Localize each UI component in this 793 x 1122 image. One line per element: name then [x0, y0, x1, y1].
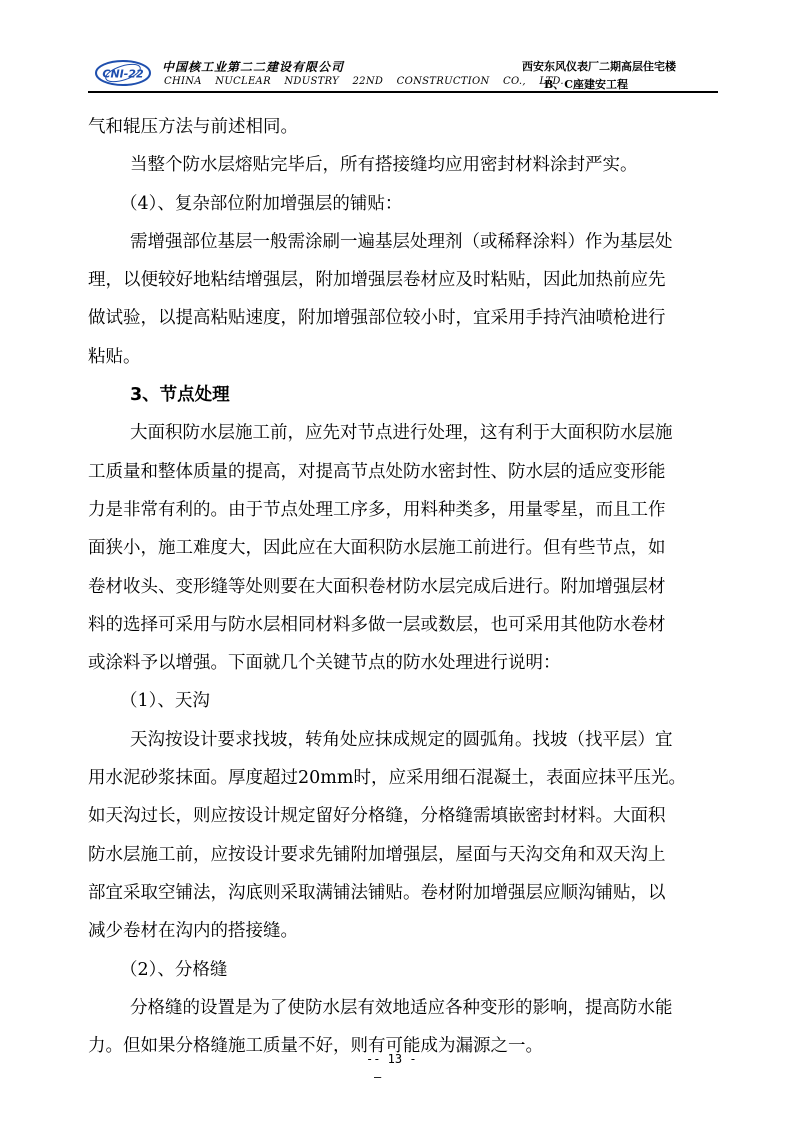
text-line: 卷材收头、变形缝等处则要在大面积卷材防水层完成后进行。附加增强层材	[88, 576, 666, 597]
text-line: 做试验，以提高粘贴速度，附加增强部位较小时，宜采用手持汽油喷枪进行	[88, 308, 666, 329]
text-line: 如天沟过长，则应按设计规定留好分格缝，分格缝需填嵌密封材料。大面积	[88, 806, 666, 827]
text-line: 工质量和整体质量的提高，对提高节点处防水密封性、防水层的适应变形能	[88, 461, 666, 482]
page-header	[88, 52, 718, 94]
company-logo	[94, 58, 152, 88]
text-line: 防水层施工前，应按设计要求先铺附加增强层，屋面与天沟交角和双天沟上	[88, 844, 666, 865]
text-line: 理，以便较好地粘结增强层，附加增强层卷材应及时粘贴，因此加热前应先	[88, 270, 666, 291]
text-line: 大面积防水层施工前，应先对节点进行处理，这有利于大面积防水层施	[130, 423, 673, 444]
text-line: 力。但如果分格缝施工质量不好，则有可能成为漏源之一。	[88, 1036, 543, 1057]
text-line: 天沟按设计要求找坡，转角处应抹成规定的圆弧角。找坡（找平层）宜	[130, 729, 673, 750]
page-dash: —	[374, 1070, 382, 1084]
text-line: 减少卷材在沟内的搭接缝。	[88, 921, 298, 942]
text-line: 面狭小，施工难度大，因此应在大面积防水层施工前进行。但有些节点，如	[88, 538, 666, 559]
header-rule	[88, 91, 718, 93]
logo-text: CNI-22	[102, 67, 144, 81]
text-line: 料的选择可采用与防水层相同材料多做一层或数层，也可采用其他防水卷材	[88, 614, 666, 635]
page-footer	[366, 1050, 446, 1086]
text-line: 需增强部位基层一般需涂刷一遍基层处理剂（或稀释涂料）作为基层处	[130, 231, 673, 252]
text-line: 当整个防水层熔贴完毕后，所有搭接缝均应用密封材料涂封严实。	[130, 155, 638, 176]
text-line: 部宜采取空铺法，沟底则采取满铺法铺贴。卷材附加增强层应顺沟铺贴，以	[88, 882, 666, 903]
page-number: -- 13 -	[366, 1052, 417, 1066]
subsection-title: （2）、分格缝	[120, 959, 228, 980]
body-text	[88, 108, 720, 1065]
text-line: （4）、复杂部位附加增强层的铺贴：	[120, 193, 403, 214]
subsection-title: （1）、天沟	[120, 691, 210, 712]
company-name-en: CHINA NUCLEAR NDUSTRY 22ND CONSTRUCTION CO., LTD.	[164, 76, 564, 87]
section-heading: 3、节点处理	[130, 385, 230, 406]
text-line: 粘贴。	[88, 346, 141, 367]
text-line: 力是非常有利的。由于节点处理工序多，用料种类多，用量零星，而且工作	[88, 499, 666, 520]
text-line: 用水泥砂浆抹面。厚度超过20mm时，应采用细石混凝土，表面应抹平压光。	[88, 768, 686, 789]
text-line: 或涂料予以增强。下面就几个关键节点的防水处理进行说明：	[88, 653, 561, 674]
text-line: 气和辊压方法与前述相同。	[88, 117, 298, 137]
project-subtitle: B、C座建安工程	[544, 78, 629, 91]
project-name-cn: 西安东风仪表厂二期高层住宅楼	[522, 60, 676, 73]
company-name-cn: 中国核工业第二二建设有限公司	[162, 60, 345, 74]
text-line: 分格缝的设置是为了使防水层有效地适应各种变形的影响，提高防水能	[130, 997, 673, 1018]
